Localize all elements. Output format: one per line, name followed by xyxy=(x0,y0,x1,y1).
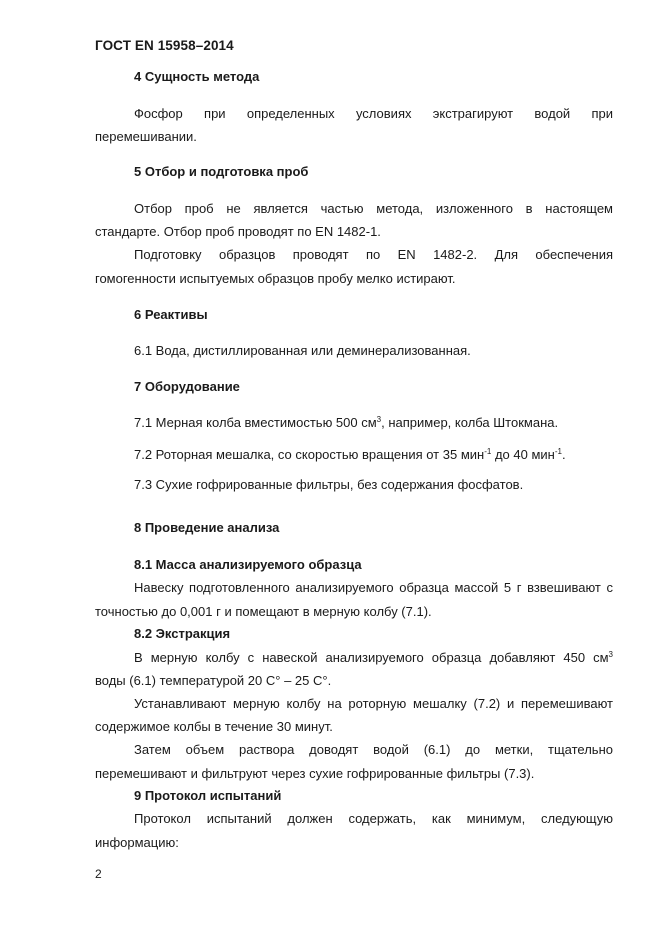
section-5-paragraph-1-line-1: Отбор проб не является частью метода, изложенного в настоящем xyxy=(134,201,613,216)
section-6-heading: 6 Реактивы xyxy=(134,307,208,322)
standard-header: ГОСТ EN 15958–2014 xyxy=(95,38,234,53)
section-8-heading: 8 Проведение анализа xyxy=(134,520,280,535)
section-9-paragraph-line-2: информацию: xyxy=(95,835,179,850)
section-8-2-heading: 8.2 Экстракция xyxy=(134,626,231,641)
section-5-paragraph-1-line-2: стандарте. Отбор проб проводят по EN 1482-1. xyxy=(95,224,381,239)
section-8-1-heading: 8.1 Масса анализируемого образца xyxy=(134,557,362,572)
section-5-paragraph-2-line-2: гомогенности испытуемых образцов пробу мелко истирают. xyxy=(95,271,456,286)
section-6-item-1: 6.1 Вода, дистиллированная или деминерализованная. xyxy=(134,343,471,358)
section-8-2-paragraph-1-line-2: воды (6.1) температурой 20 С° – 25 С°. xyxy=(95,673,332,688)
section-7-item-1: 7.1 Мерная колба вместимостью 500 $см^3$, например, колба Штокмана. xyxy=(134,415,559,430)
section-8-2-paragraph-3-line-2: перемешивают и фильтруют через сухие гофрированные фильтры (7.3). xyxy=(95,766,535,781)
section-9-paragraph-line-1: Протокол испытаний должен содержать, как минимум, следующую xyxy=(134,811,613,826)
page-number: 2 xyxy=(95,867,102,881)
section-7-heading: 7 Оборудование xyxy=(134,379,240,394)
section-7-item-2: 7.2 Роторная мешалка, со скоростью вращения от 35 мин$^{-1}$ до 40 мин$^{-1}$. xyxy=(134,447,566,462)
section-8-1-paragraph-line-2: точностью до 0,001 г и помещают в мерную колбу (7.1). xyxy=(95,604,432,619)
section-9-heading: 9 Протокол испытаний xyxy=(134,788,282,803)
section-4-paragraph-line-2: перемешивании. xyxy=(95,129,197,144)
section-8-2-paragraph-1-line-1: В мерную колбу с навеской анализируемого образца добавляют 450 $см^3$ xyxy=(134,650,613,665)
section-8-2-paragraph-3-line-1: Затем объем раствора доводят водой (6.1) до метки, тщательно xyxy=(134,742,613,757)
section-8-2-paragraph-2-line-2: содержимое колбы в течение 30 минут. xyxy=(95,719,333,734)
section-4-heading: 4 Сущность метода xyxy=(134,69,260,84)
section-8-1-paragraph-line-1: Навеску подготовленного анализируемого образца массой 5 г взвешивают с xyxy=(134,580,613,595)
section-5-heading: 5 Отбор и подготовка проб xyxy=(134,164,309,179)
section-5-paragraph-2-line-1: Подготовку образцов проводят по EN 1482-2. Для обеспечения xyxy=(134,247,613,262)
section-7-item-3: 7.3 Сухие гофрированные фильтры, без содержания фосфатов. xyxy=(134,477,524,492)
section-4-paragraph-line-1: Фосфор при определенных условиях экстрагируют водой при xyxy=(134,106,613,121)
section-8-2-paragraph-2-line-1: Устанавливают мерную колбу на роторную мешалку (7.2) и перемешивают xyxy=(134,696,613,711)
